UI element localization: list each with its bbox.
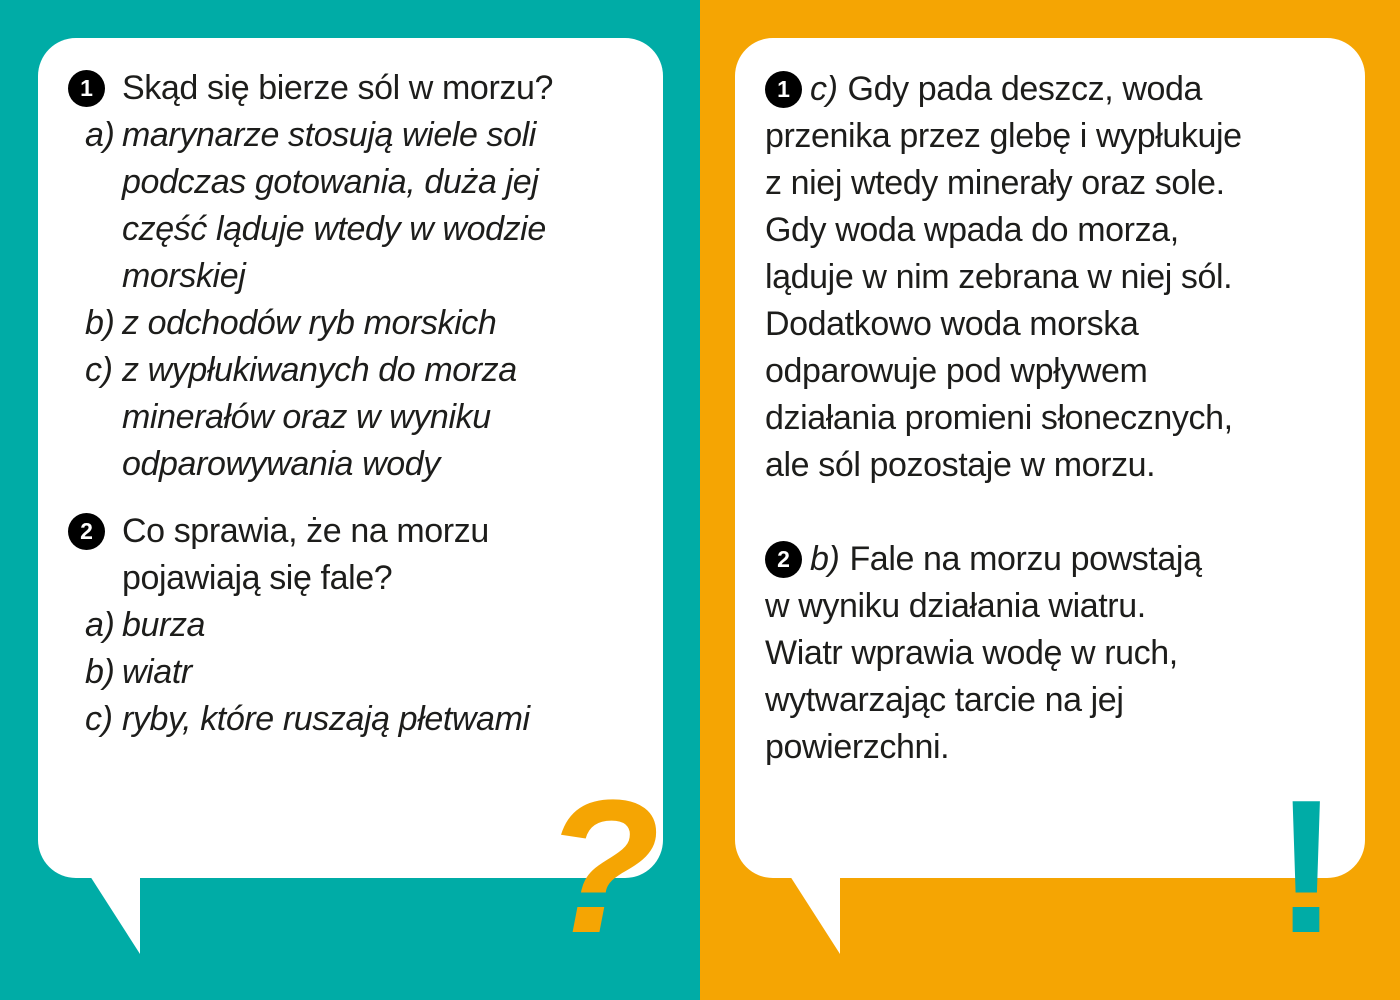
option-label: c) xyxy=(85,351,113,389)
option-label: c) xyxy=(85,700,113,738)
answer-speech-bubble xyxy=(735,38,1365,878)
option-label: a) xyxy=(85,606,115,644)
question-2-title-line: pojawiają się fale? xyxy=(122,559,393,597)
answer-1-number-badge: 1 xyxy=(765,71,802,108)
question-1 xyxy=(68,65,627,488)
answer-2-letter: b) xyxy=(810,540,840,578)
answer-1-letter: c) xyxy=(810,70,838,108)
answer-bubble-tail xyxy=(790,876,840,954)
question-1-option-b xyxy=(68,300,627,347)
question-bubble-tail xyxy=(90,876,140,954)
question-1-option-a xyxy=(68,112,627,300)
question-2-title-row xyxy=(68,508,627,602)
option-text: ryby, które ruszają płetwami xyxy=(122,700,530,738)
question-2-title xyxy=(122,508,489,602)
answers-panel xyxy=(700,0,1400,1000)
question-mark-glyph: ? xyxy=(543,761,660,973)
question-2-title-line: Co sprawia, że na morzu xyxy=(122,512,489,550)
question-speech-bubble xyxy=(38,38,663,878)
answer-2-number-badge: 2 xyxy=(765,541,802,578)
option-label: b) xyxy=(85,653,115,691)
option-text: marynarze stosują wiele soli podczas gotowania, duża jej część ląduje wtedy w wodzie morskiej xyxy=(122,116,546,295)
question-bubble-content xyxy=(38,38,663,878)
option-text: wiatr xyxy=(122,653,192,691)
option-label: b) xyxy=(85,304,115,342)
answer-bubble-content xyxy=(735,38,1365,878)
exclamation-mark-glyph: ! xyxy=(1274,761,1338,973)
question-2-option-b xyxy=(68,649,627,696)
question-2-option-a xyxy=(68,602,627,649)
question-1-number-badge: 1 xyxy=(68,70,105,107)
answer-2: 2 b) Fale na morzu powstają w wyniku działania wiatru. Wiatr wprawia wodę w ruch, wytwarzając tarcie na jej powierzchni. xyxy=(765,536,1337,771)
question-1-option-c xyxy=(68,347,627,488)
question-2-number-badge: 2 xyxy=(68,513,105,550)
option-label: a) xyxy=(85,116,115,154)
option-text: z wypłukiwanych do morza minerałów oraz w wyniku odparowywania wody xyxy=(122,351,517,483)
answer-2-first-line: 2 b) Fale na morzu powstają xyxy=(765,536,1337,583)
question-1-title xyxy=(122,65,553,112)
question-1-title-row xyxy=(68,65,627,112)
answer-1: 1 c) Gdy pada deszcz, woda przenika przez glebę i wypłukuje z niej wtedy minerały oraz sole. Gdy woda wpada do morza, ląduje w nim zebrana w niej sól. Dodatkowo woda morska odparowuje pod wpływem działania promieni słonecznych, ale sól pozostaje w morzu. xyxy=(765,66,1337,489)
question-2-option-c xyxy=(68,696,627,743)
question-1-title-line: Skąd się bierze sól w morzu? xyxy=(122,69,553,107)
answer-1-first-line: 1 c) Gdy pada deszcz, woda xyxy=(765,66,1337,113)
option-text: burza xyxy=(122,606,206,644)
question-2 xyxy=(68,508,627,743)
option-text: z odchodów ryb morskich xyxy=(122,304,497,342)
